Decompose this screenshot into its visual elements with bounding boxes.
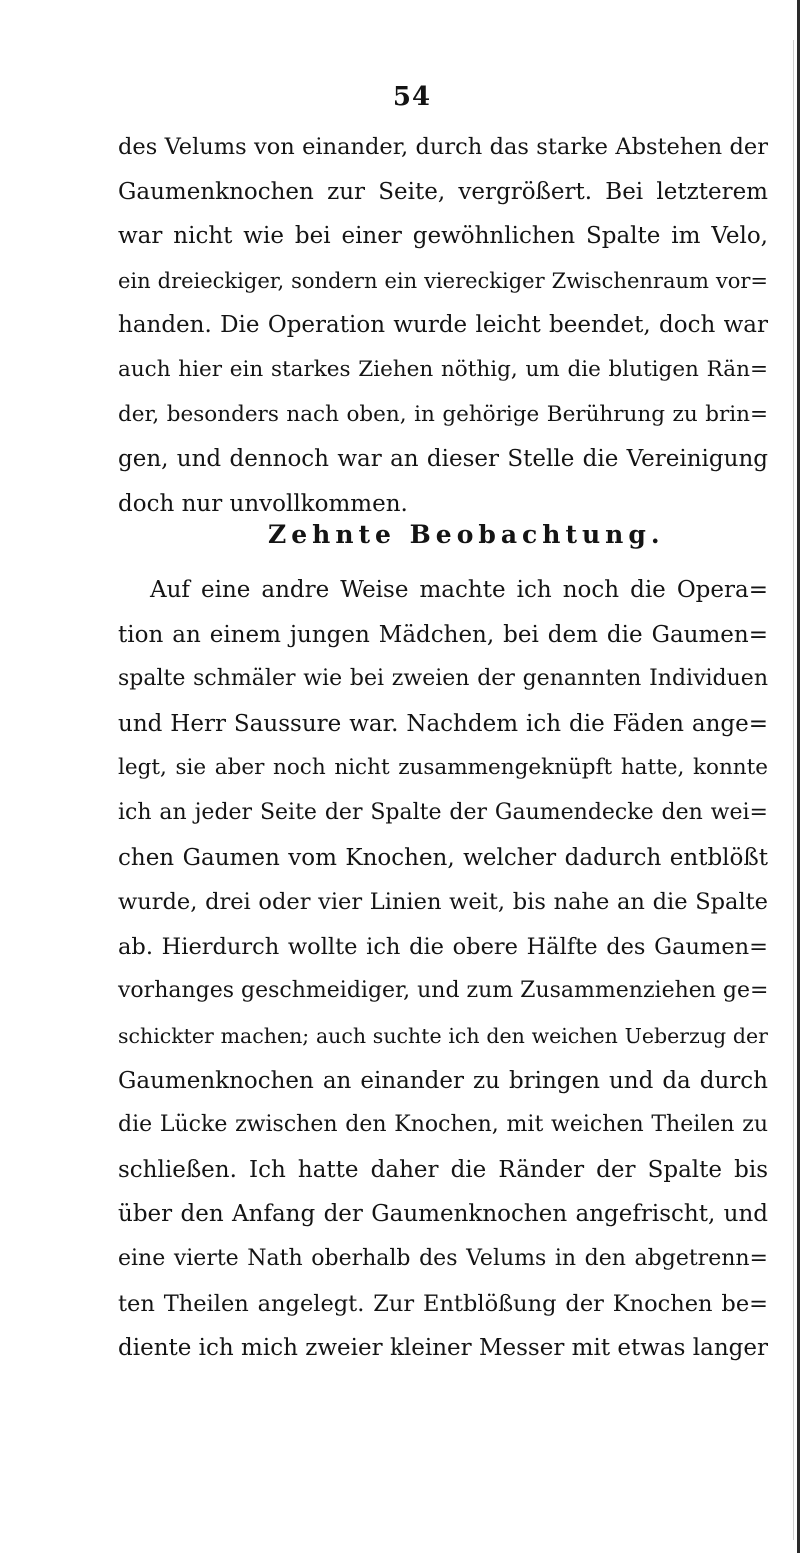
text-line: Gaumenknochen an einander zu bringen und da durch xyxy=(118,1067,768,1094)
page-number: 54 xyxy=(392,82,432,112)
text-line: handen. Die Operation wurde leicht beendet, doch war xyxy=(118,312,768,339)
section-heading: Zehnte Beobachtung. xyxy=(268,520,665,549)
text-line: Auf eine andre Weise machte ich noch die Opera= xyxy=(150,577,768,603)
text-line: schickter machen; auch suchte ich den weichen Ueberzug der xyxy=(118,1023,768,1048)
text-line: diente ich mich zweier kleiner Messer mit etwas langer xyxy=(118,1335,768,1362)
text-line: legt, sie aber noch nicht zusammengeknüpft hatte, konnte xyxy=(118,755,768,781)
text-line: ich an jeder Seite der Spalte der Gaumendecke den wei= xyxy=(118,799,768,825)
text-line: gen, und dennoch war an dieser Stelle die Vereinigung xyxy=(118,446,768,473)
text-line: auch hier ein starkes Ziehen nöthig, um die blutigen Rän= xyxy=(118,356,768,382)
paragraph-1 xyxy=(118,125,768,526)
text-line: war nicht wie bei einer gewöhnlichen Spalte im Velo, xyxy=(118,223,768,250)
text-line: schließen. Ich hatte daher die Ränder der Spalte bis xyxy=(118,1156,768,1183)
paragraph-2 xyxy=(118,568,768,1371)
text-line: eine vierte Nath oberhalb des Velums in den abgetrenn= xyxy=(118,1245,768,1271)
text-line: Gaumenknochen zur Seite, vergrößert. Bei letzterem xyxy=(118,178,768,205)
text-line: und Herr Saussure war. Nachdem ich die Fäden ange= xyxy=(118,710,768,737)
text-line: chen Gaumen vom Knochen, welcher dadurch entblößt xyxy=(118,844,768,871)
text-line: vorhanges geschmeidiger, und zum Zusammenziehen ge= xyxy=(118,978,769,1004)
text-line: der, besonders nach oben, in gehörige Berührung zu brin= xyxy=(118,401,768,427)
text-line: wurde, drei oder vier Linien weit, bis nahe an die Spalte xyxy=(118,889,768,916)
text-line: des Velums von einander, durch das starke Abstehen der xyxy=(118,134,768,160)
text-line: tion an einem jungen Mädchen, bei dem die Gaumen= xyxy=(118,621,768,648)
text-line: über den Anfang der Gaumenknochen angefrischt, und xyxy=(118,1201,768,1228)
page-fold-line xyxy=(793,40,794,1540)
text-line: ten Theilen angelegt. Zur Entblößung der Knochen be= xyxy=(118,1290,768,1317)
text-line: spalte schmäler wie bei zweien der genannten Individuen xyxy=(118,666,768,692)
text-line: ein dreieckiger, sondern ein viereckiger Zwischenraum vor= xyxy=(118,268,768,293)
text-line: ab. Hierdurch wollte ich die obere Hälfte des Gaumen= xyxy=(118,933,768,960)
text-line: doch nur unvollkommen. xyxy=(118,490,408,517)
text-line: die Lücke zwischen den Knochen, mit weichen Theilen zu xyxy=(118,1112,768,1138)
